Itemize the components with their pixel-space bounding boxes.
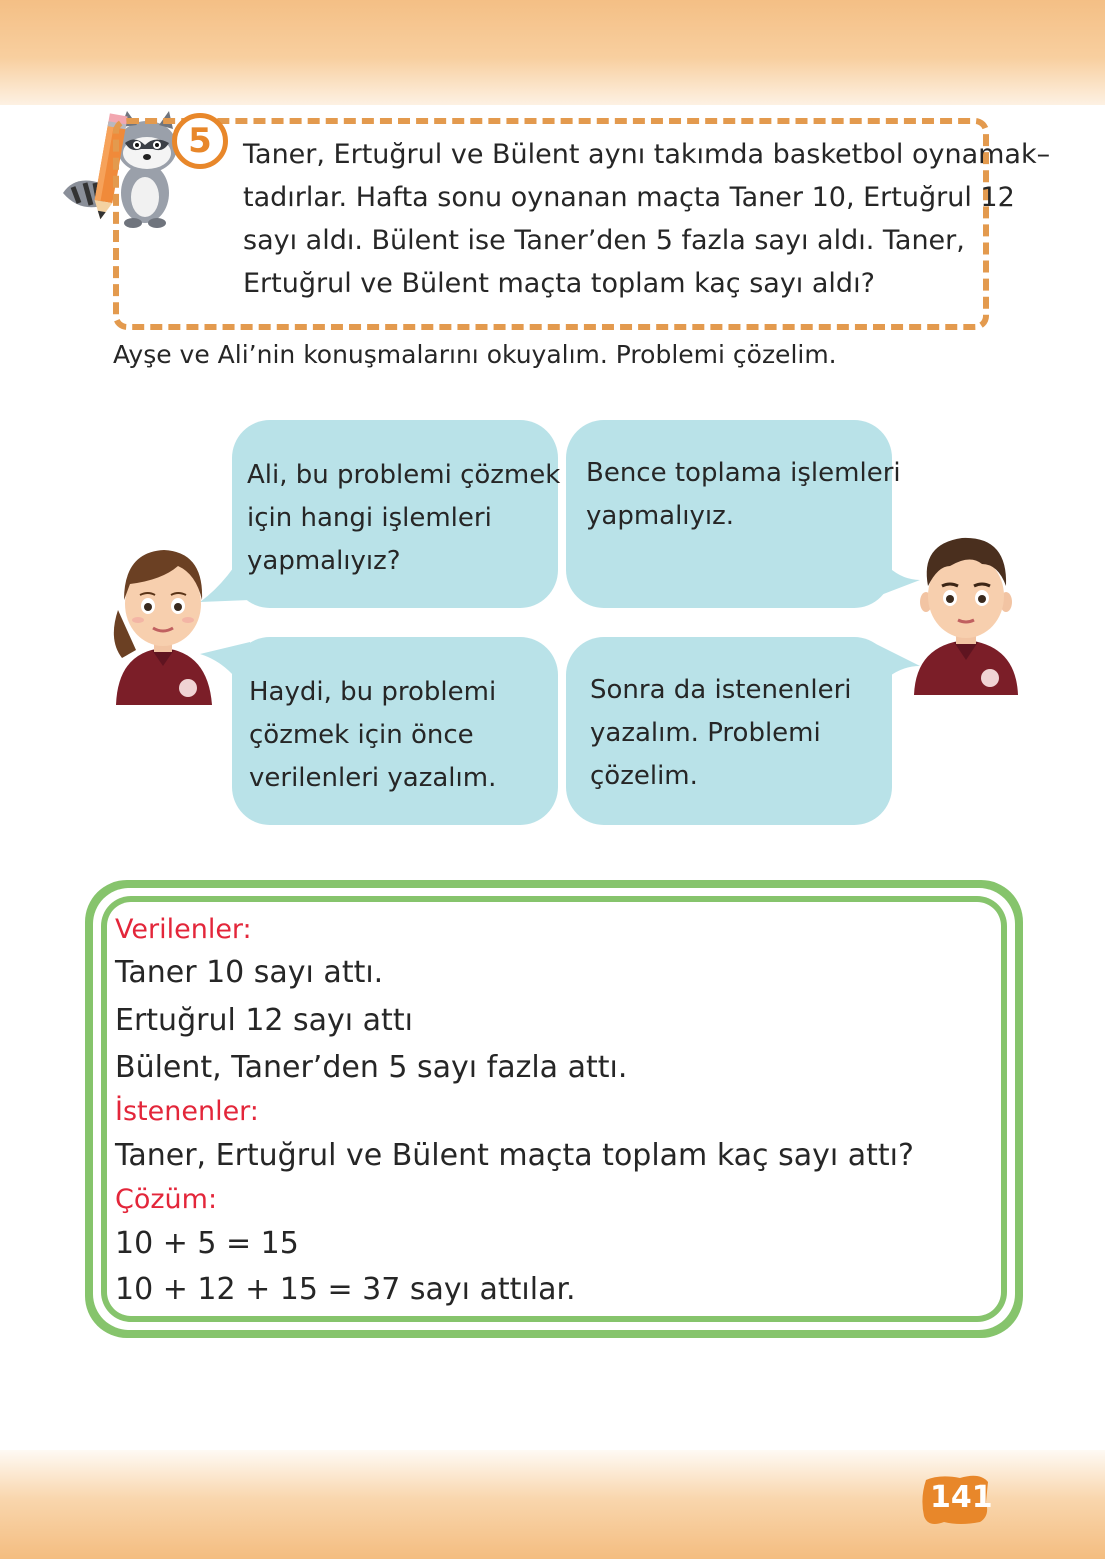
solution-line: 10 + 5 = 15: [115, 1226, 299, 1261]
problem-line: Taner, Ertuğrul ve Bülent aynı takımda basketbol oynamak–: [243, 139, 1051, 170]
speech-bubble-ali-1: [566, 420, 901, 608]
asked-heading: İstenenler:: [115, 1096, 259, 1127]
bubble-line: çözmek için önce: [249, 720, 474, 750]
bubble-line: yazalım. Problemi: [590, 718, 821, 748]
page-number: 141: [930, 1480, 993, 1515]
speech-bubble-ali-2: [566, 637, 892, 825]
problem-number-badge: 5: [172, 113, 228, 169]
girl-avatar: [108, 540, 218, 705]
problem-text: [243, 133, 1051, 305]
given-line: Bülent, Taner’den 5 sayı fazla attı.: [115, 1050, 628, 1085]
given-heading: Verilenler:: [115, 914, 252, 945]
bubble-line: için hangi işlemleri: [247, 503, 492, 533]
given-line: Taner 10 sayı attı.: [115, 955, 384, 990]
speech-bubble-ayse-2: [232, 637, 558, 825]
problem-line: sayı aldı. Bülent ise Taner’den 5 fazla sayı aldı. Taner,: [243, 225, 965, 256]
problem-line: Ertuğrul ve Bülent maçta toplam kaç sayı aldı?: [243, 268, 875, 299]
asked-line: Taner, Ertuğrul ve Bülent maçta toplam kaç sayı attı?: [115, 1138, 914, 1173]
given-line: Ertuğrul 12 sayı attı: [115, 1003, 413, 1038]
bubble-line: verilenleri yazalım.: [249, 763, 497, 793]
solution-line: 10 + 12 + 15 = 37 sayı attılar.: [115, 1272, 576, 1307]
bubble-line: Sonra da istenenleri: [590, 675, 852, 705]
solution-heading: Çözüm:: [115, 1184, 218, 1215]
problem-line: tadırlar. Hafta sonu oynanan maçta Taner 10, Ertuğrul 12: [243, 182, 1015, 213]
bubble-line: Bence toplama işlemleri: [586, 458, 901, 488]
bubble-line: Ali, bu problemi çözmek: [247, 460, 561, 490]
top-decor-band: [0, 0, 1105, 105]
bubble-line: yapmalıyız?: [247, 546, 401, 576]
bubble-line: yapmalıyız.: [586, 501, 735, 531]
speech-bubble-ayse-1: [232, 420, 561, 608]
bubble-line: çözelim.: [590, 761, 698, 791]
instruction-text: Ayşe ve Ali’nin konuşmalarını okuyalım. Problemi çözelim.: [113, 340, 837, 369]
bubble-line: Haydi, bu problemi: [249, 677, 497, 707]
boy-avatar: [910, 530, 1022, 695]
